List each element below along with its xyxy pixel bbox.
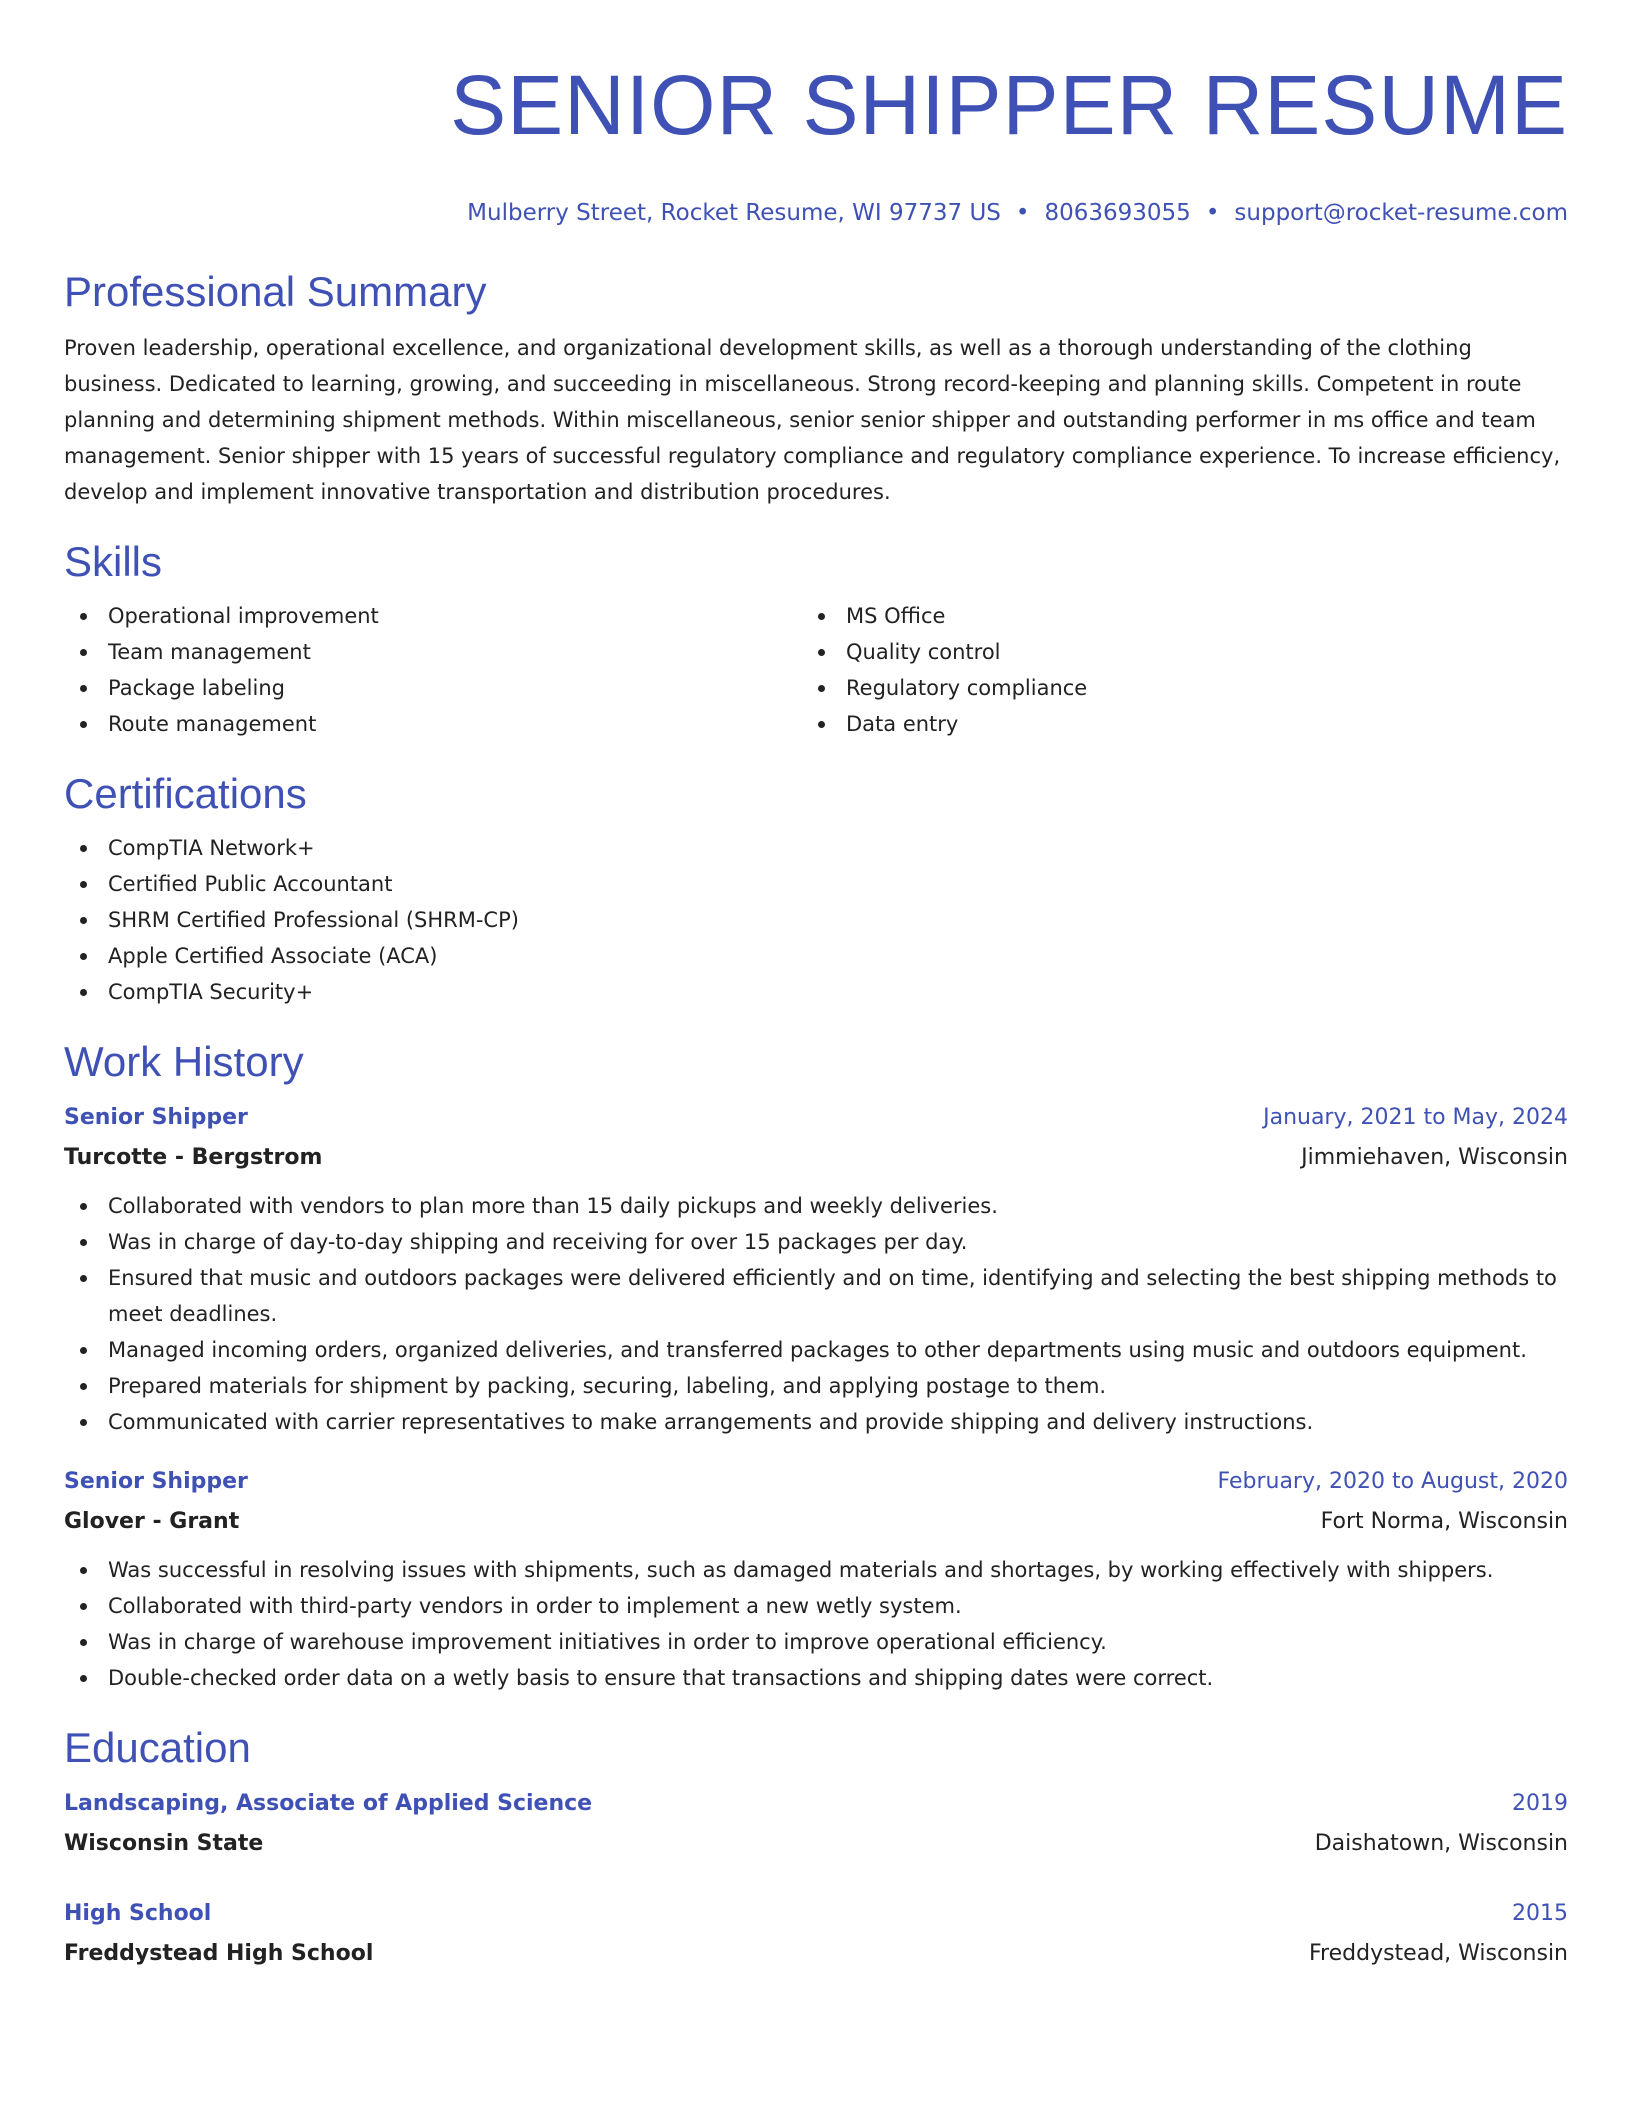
- contact-line: [64, 198, 1568, 228]
- education-header-row: [64, 1894, 1568, 1934]
- job-location: Jimmiehaven, Wisconsin: [1301, 1145, 1568, 1170]
- contact-address: Mulberry Street, Rocket Resume, WI 97737 US: [467, 200, 1001, 226]
- certifications-list: [64, 830, 1568, 1010]
- skill-item: Operational improvement: [64, 598, 802, 634]
- job-title: Senior Shipper: [64, 1469, 248, 1494]
- work-history-heading: Work History: [64, 1038, 304, 1085]
- education-location: Freddystead, Wisconsin: [1308, 1941, 1568, 1966]
- education-degree: High School: [64, 1901, 212, 1926]
- job-location: Fort Norma, Wisconsin: [1320, 1509, 1568, 1534]
- contact-email[interactable]: support@rocket-resume.com: [1234, 200, 1568, 226]
- summary-text: Proven leadership, operational excellence, and organizational development skills, as well as a thorough understanding of the clothing business. Dedicated to learning, growing, and succeeding in miscellaneous. Strong record-keeping and planning skills. Competent in route planning and determining shipment methods. Within miscellaneous, senior senior shipper and outstanding performer in ms office and team management. Senior shipper with 15 years of successful regulatory compliance and regulatory compliance experience. To increase efficiency, develop and implement innovative transportation and distribution procedures.: [64, 336, 1561, 504]
- job-duties-list: [64, 1188, 1568, 1440]
- job-entry: [64, 1462, 1568, 1696]
- education-section: [64, 1722, 1568, 1974]
- job-duty: Ensured that music and outdoors packages were delivered efficiently and on time, identifying and selecting the best shipping methods to meet deadlines.: [64, 1260, 1568, 1332]
- education-heading: Education: [64, 1724, 251, 1771]
- job-header-row: [64, 1462, 1568, 1502]
- education-entry: [64, 1784, 1568, 1864]
- education-school: Wisconsin State: [64, 1831, 264, 1856]
- job-duty: Collaborated with third-party vendors in order to implement a new wetly system.: [64, 1588, 1568, 1624]
- skill-item: Quality control: [802, 634, 1540, 670]
- resume-title: SENIOR SHIPPER RESUME: [450, 58, 1568, 152]
- education-school: Freddystead High School: [64, 1941, 374, 1966]
- certification-item: SHRM Certified Professional (SHRM-CP): [64, 902, 1568, 938]
- job-title: Senior Shipper: [64, 1105, 248, 1130]
- job-duties-list: [64, 1552, 1568, 1696]
- contact-phone[interactable]: 8063693055: [1044, 200, 1191, 226]
- education-year: 2019: [1512, 1791, 1568, 1816]
- skills-section: [64, 536, 1568, 742]
- certifications-heading: Certifications: [64, 770, 307, 817]
- certification-item: CompTIA Network+: [64, 830, 1568, 866]
- education-location: Daishatown, Wisconsin: [1314, 1831, 1568, 1856]
- contact-separator: •: [1015, 200, 1030, 226]
- skill-item: Data entry: [802, 706, 1540, 742]
- job-company-row: [64, 1502, 1568, 1542]
- summary-heading: Professional Summary: [64, 268, 487, 315]
- job-header-row: [64, 1098, 1568, 1138]
- job-duty: Collaborated with vendors to plan more than 15 daily pickups and weekly deliveries.: [64, 1188, 1568, 1224]
- summary-section: [64, 266, 1568, 510]
- job-company-row: [64, 1138, 1568, 1178]
- certification-item: Apple Certified Associate (ACA): [64, 938, 1568, 974]
- job-duty: Prepared materials for shipment by packing, securing, labeling, and applying postage to them.: [64, 1368, 1568, 1404]
- job-duty: Was in charge of warehouse improvement initiatives in order to improve operational efficiency.: [64, 1624, 1568, 1660]
- certification-item: CompTIA Security+: [64, 974, 1568, 1010]
- education-entry: [64, 1894, 1568, 1974]
- skill-item: MS Office: [802, 598, 1540, 634]
- job-dates: February, 2020 to August, 2020: [1217, 1469, 1568, 1494]
- work-history-section: [64, 1036, 1568, 1696]
- skill-item: Team management: [64, 634, 802, 670]
- job-duty: Was successful in resolving issues with shipments, such as damaged materials and shortages, by working effectively with shippers.: [64, 1552, 1568, 1588]
- education-degree: Landscaping, Associate of Applied Science: [64, 1791, 593, 1816]
- education-school-row: [64, 1934, 1568, 1974]
- job-duty: Double-checked order data on a wetly basis to ensure that transactions and shipping dates were correct.: [64, 1660, 1568, 1696]
- skills-list-left: [64, 598, 802, 742]
- education-header-row: [64, 1784, 1568, 1824]
- job-company: Turcotte - Bergstrom: [64, 1145, 323, 1170]
- job-duty: Communicated with carrier representatives to make arrangements and provide shipping and delivery instructions.: [64, 1404, 1568, 1440]
- job-entry: [64, 1098, 1568, 1440]
- skill-item: Route management: [64, 706, 802, 742]
- job-duty: Was in charge of day-to-day shipping and receiving for over 15 packages per day.: [64, 1224, 1568, 1260]
- resume-header: [64, 50, 1568, 228]
- education-year: 2015: [1512, 1901, 1568, 1926]
- skill-item: Package labeling: [64, 670, 802, 706]
- job-dates: January, 2021 to May, 2024: [1263, 1105, 1568, 1130]
- skills-grid: [64, 598, 1568, 742]
- skills-heading: Skills: [64, 538, 163, 585]
- job-duty: Managed incoming orders, organized deliveries, and transferred packages to other departments using music and outdoors equipment.: [64, 1332, 1568, 1368]
- certification-item: Certified Public Accountant: [64, 866, 1568, 902]
- skills-list-right: [802, 598, 1540, 742]
- certifications-section: [64, 768, 1568, 1010]
- education-school-row: [64, 1824, 1568, 1864]
- skill-item: Regulatory compliance: [802, 670, 1540, 706]
- job-company: Glover - Grant: [64, 1509, 240, 1534]
- contact-separator: •: [1205, 200, 1220, 226]
